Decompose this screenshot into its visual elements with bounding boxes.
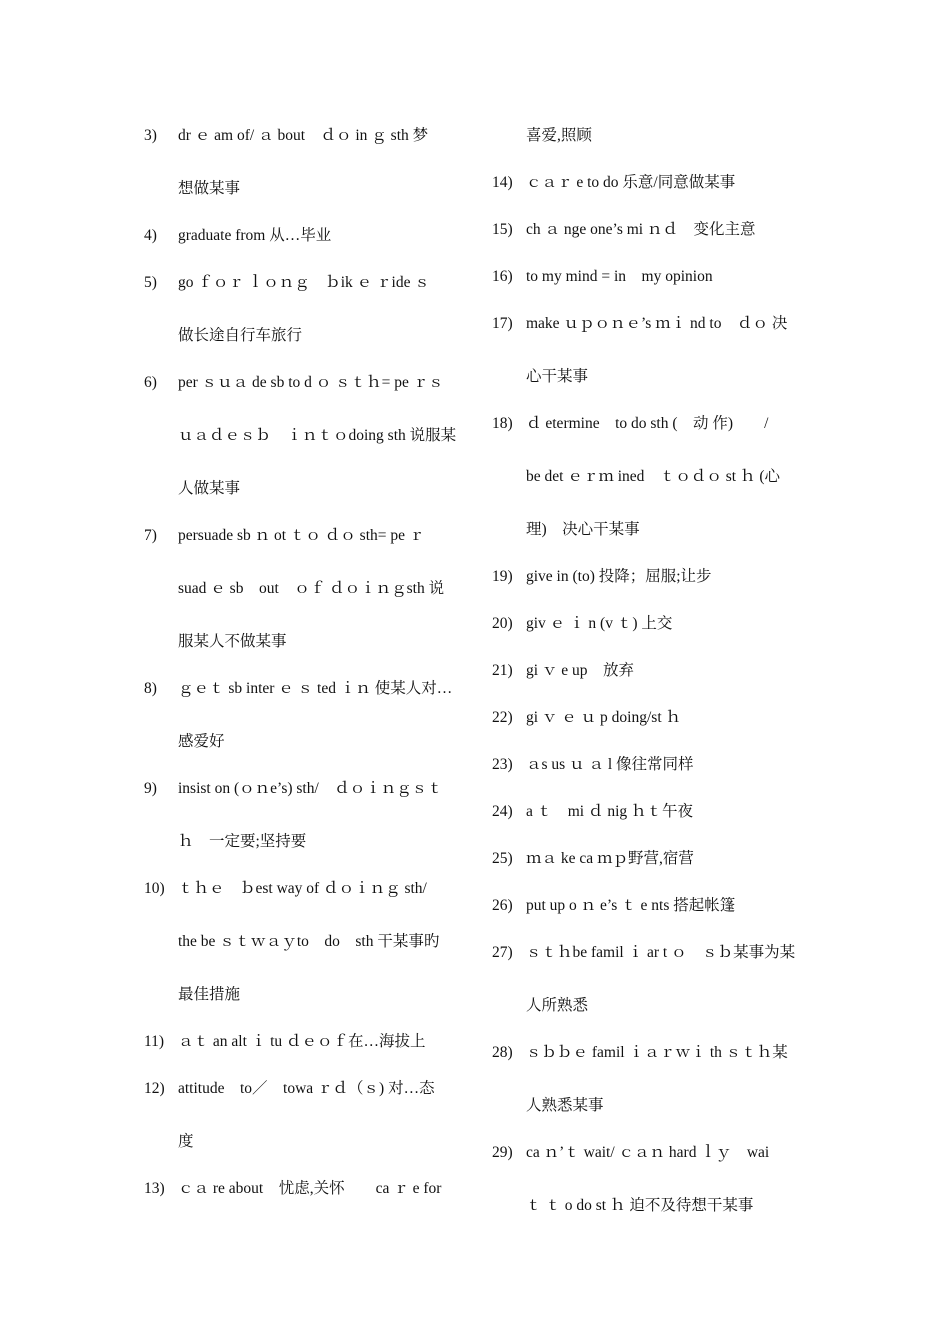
item-text-line: 做长途自行车旅行 [178,327,303,344]
item-text-line: 服某人不做某事 [178,633,287,650]
item-number: 4) [144,227,157,244]
item-text-line: put up o ｎ e’s ｔ e nts 搭起帐篷 [526,897,736,914]
list-item [144,118,464,207]
item-text-line: suad ｅ sb out ｏｆ ｄｏｉｎｇsth 说 [178,580,445,597]
item-text-line: insist on (ｏｎe’s) sth/ ｄｏｉｎｇｓｔ [178,780,443,797]
item-text-line: per ｓｕａ de sb to d ｏ ｓｔｈ= pe ｒｓ [178,374,444,391]
item-number: 9) [144,780,157,797]
list-item [144,1171,464,1207]
item-text-line: giv ｅ ｉ n (v ｔ) 上交 [526,615,673,632]
list-item [492,653,812,689]
item-text-line: attitude to／ towa ｒｄ（ｓ) 对…态 [178,1080,435,1097]
list-item [492,606,812,642]
item-number: 13) [144,1180,165,1197]
item-number: 17) [492,315,513,332]
item-number: 23) [492,756,513,773]
item-number: 28) [492,1044,513,1061]
item-text-line: to my mind = in my opinion [526,268,713,285]
item-text-line: ch ａ nge one’s mi ｎｄ 变化主意 [526,221,756,238]
list-item [492,935,812,1024]
item-number: 25) [492,850,513,867]
item-text-line: 人做某事 [178,480,241,497]
list-item [492,306,812,395]
list-item [492,700,812,736]
item-text-line: 人所熟悉 [526,997,589,1014]
list-item [144,1024,464,1060]
list-item [492,259,812,295]
item-text-line: 最佳措施 [178,986,241,1003]
list-item [492,165,812,201]
item-text-line: 度 [178,1133,194,1150]
item-number: 15) [492,221,513,238]
list-item [144,518,464,660]
item-text-line: the be ｓｔｗａｙto do sth 干某事旳 [178,933,440,950]
item-number: 14) [492,174,513,191]
item-text-line: ｕａｄｅｓｂ ｉｎｔｏdoing sth 说服某 [178,427,457,444]
item-number: 27) [492,944,513,961]
list-item [492,118,812,154]
item-number: 24) [492,803,513,820]
item-text-line: ｍａ ke ca ｍｐ野营,宿营 [526,850,694,867]
item-text-line: 感爱好 [178,733,225,750]
list-item [492,406,812,548]
right-column [492,118,812,1235]
item-text-line: gi ｖ ｅ ｕ p doing/st ｈ [526,709,682,726]
item-text-line: ｓｔｈbe famil ｉ ar t ｏ ｓｂ某事为某 [526,944,796,961]
item-text-line: dr ｅ am of/ ａ bout ｄｏ in ｇ sth 梦 [178,127,429,144]
left-column [144,118,464,1218]
item-number: 3) [144,127,157,144]
item-text-line: ｔ ｔ o do st ｈ 迫不及待想干某事 [526,1197,754,1214]
item-number: 6) [144,374,157,391]
list-item [144,671,464,760]
item-text-line: 喜爱,照顾 [526,127,592,144]
item-number: 22) [492,709,513,726]
item-text-line: 人熟悉某事 [526,1097,604,1114]
item-number: 11) [144,1033,165,1050]
item-text-line: ｃａｒ e to do 乐意/同意做某事 [526,174,736,191]
list-item [144,871,464,1013]
item-text-line: ｇｅｔ sb inter ｅ ｓ ted ｉｎ 使某人对… [178,680,453,697]
item-number: 19) [492,568,513,585]
item-text-line: ｓｂｂｅ famil ｉａｒｗｉ th ｓｔｈ某 [526,1044,788,1061]
item-text-line: go ｆｏｒ ｌｏｎｇ ｂik ｅ ｒide ｓ [178,274,430,291]
list-item [492,559,812,595]
item-number: 20) [492,615,513,632]
list-item [492,212,812,248]
list-item [144,218,464,254]
list-item [492,1035,812,1124]
item-number: 29) [492,1144,513,1161]
item-text-line: give in (to) 投降；屈服;让步 [526,568,712,585]
item-text-line: ｈ 一定要;坚持要 [178,833,307,850]
list-item [144,365,464,507]
item-text-line: 想做某事 [178,180,241,197]
item-number: 5) [144,274,157,291]
item-text-line: ｄ etermine to do sth ( 动 作) / [526,415,769,432]
item-text-line: gi ｖ e up 放弃 [526,662,635,679]
item-text-line: ｔｈｅ ｂest way of ｄｏｉｎｇ sth/ [178,880,427,897]
item-text-line: ｃａ re about 忧虑,关怀 ca ｒ e for [178,1180,442,1197]
item-number: 7) [144,527,157,544]
list-item [492,794,812,830]
list-item [492,1135,812,1224]
item-number: 12) [144,1080,165,1097]
item-text-line: 心干某事 [526,368,589,385]
item-number: 26) [492,897,513,914]
item-number: 18) [492,415,513,432]
item-text-line: graduate from 从…毕业 [178,227,332,244]
list-item [144,771,464,860]
item-number: 16) [492,268,513,285]
list-item [144,1071,464,1160]
list-item [492,841,812,877]
item-number: 10) [144,880,165,897]
list-item [144,265,464,354]
item-text-line: ａs us ｕ ａ l 像往常同样 [526,756,694,773]
item-number: 8) [144,680,157,697]
item-text-line: 理) 决心干某事 [526,521,640,538]
item-text-line: be det ｅｒｍ ined ｔｏｄｏ st ｈ (心 [526,468,781,485]
item-number: 21) [492,662,513,679]
list-item [492,888,812,924]
item-text-line: make ｕｐｏｎｅ’s ｍｉ nd to ｄｏ 决 [526,315,788,332]
item-text-line: a ｔ mi ｄ nig ｈｔ午夜 [526,803,694,820]
item-text-line: ca ｎ’ｔ wait/ ｃａｎ hard ｌｙ wai [526,1144,770,1161]
item-text-line: persuade sb ｎ ot ｔｏ ｄｏ sth= pe ｒ [178,527,425,544]
list-item [492,747,812,783]
item-text-line: ａｔ an alt ｉ tu ｄｅｏｆ在…海拔上 [178,1033,426,1050]
